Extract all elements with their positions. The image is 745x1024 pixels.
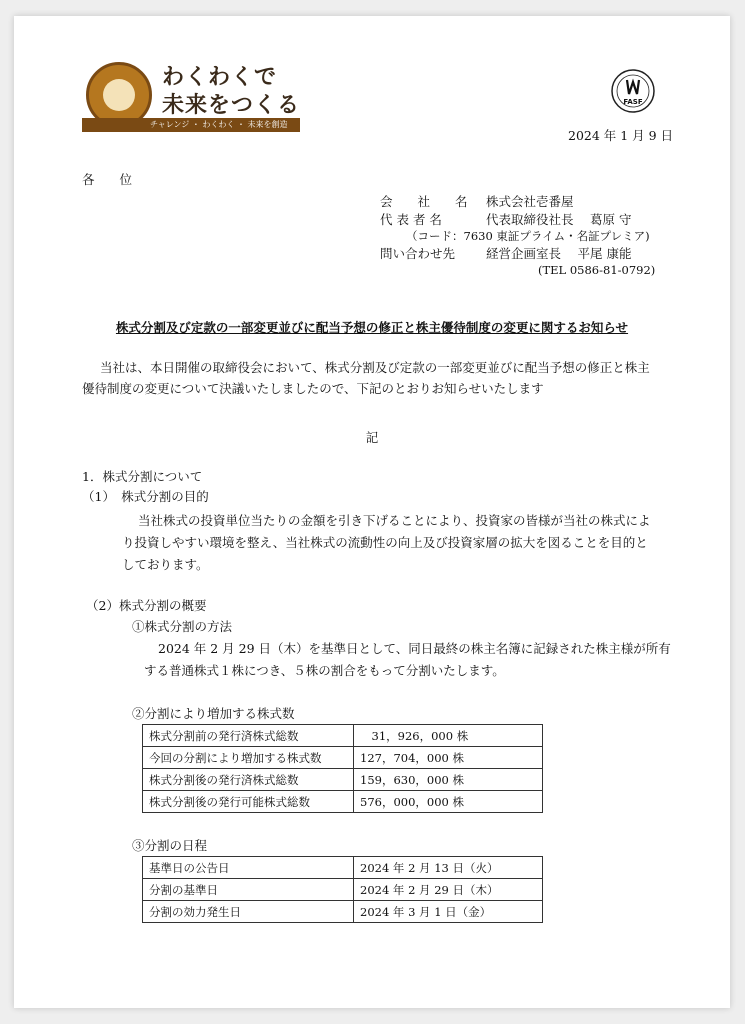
logo-slogan-line2: 未来をつくる bbox=[162, 93, 301, 118]
purpose-line-2: り投資しやすい環境を整え、当社株式の流動性の向上及び投資家層の拡大を図ることを目的と bbox=[122, 535, 648, 550]
fasf-label: FASF bbox=[623, 98, 643, 106]
table-row bbox=[143, 769, 543, 791]
table-cell: 分割の基準日 bbox=[143, 879, 354, 901]
share-increase-table bbox=[142, 724, 543, 813]
share-increase-heading: ②分割により増加する株式数 bbox=[132, 706, 295, 721]
split-schedule-table bbox=[142, 856, 543, 923]
company-name-label: 会 社 名 bbox=[380, 194, 468, 209]
stock-code-line: （コード：7630 東証プライム・名証プレミア) bbox=[406, 229, 650, 243]
purpose-line-3: しております。 bbox=[122, 557, 209, 572]
addressee: 各 位 bbox=[82, 172, 133, 187]
table-row bbox=[143, 901, 543, 923]
table-cell: 2024 年 2 月 13 日（火） bbox=[354, 857, 543, 879]
company-logo bbox=[82, 58, 300, 144]
table-row bbox=[143, 879, 543, 901]
table-row bbox=[143, 857, 543, 879]
table-cell: 127，704，000 株 bbox=[354, 747, 543, 769]
method-line-2: する普通株式１株につき、５株の割合をもって分割いたします。 bbox=[144, 663, 505, 678]
table-row bbox=[143, 725, 543, 747]
document-page bbox=[14, 16, 730, 1008]
logo-tagline: チャレンジ ・ わくわく ・ 未来を創造 bbox=[82, 118, 300, 132]
telephone-line: (TEL 0586-81-0792) bbox=[538, 263, 656, 277]
document-date: 2024 年 1 月 9 日 bbox=[568, 128, 674, 143]
subsection-1-heading: （1） 株式分割の目的 bbox=[82, 489, 209, 504]
subsection-2-heading: （2）株式分割の概要 bbox=[86, 598, 207, 613]
table-cell: 株式分割後の発行可能株式総数 bbox=[143, 791, 354, 813]
split-schedule-heading: ③分割の日程 bbox=[132, 838, 208, 853]
intro-line-2: 優待制度の変更について決議いたしましたので、下記のとおりお知らせいたします bbox=[82, 381, 544, 396]
ki-mark: 記 bbox=[365, 430, 379, 445]
document-title: 株式分割及び定款の一部変更並びに配当予想の修正と株主優待制度の変更に関するお知らせ bbox=[115, 320, 629, 335]
table-row bbox=[143, 791, 543, 813]
logo-slogan-line1: わくわくで bbox=[162, 65, 278, 90]
contact-label: 問い合わせ先 bbox=[380, 246, 456, 261]
split-method-heading: ①株式分割の方法 bbox=[132, 619, 233, 634]
table-cell: 2024 年 3 月 1 日（金） bbox=[354, 901, 543, 923]
purpose-line-1: 当社株式の投資単位当たりの金額を引き下げることにより、投資家の皆様が当社の株式によ bbox=[138, 513, 651, 528]
section-1-heading: 1．株式分割について bbox=[82, 469, 203, 484]
contact-value: 経営企画室長 平尾 康能 bbox=[486, 246, 632, 261]
table-cell: 株式分割後の発行済株式総数 bbox=[143, 769, 354, 791]
fasf-seal-icon bbox=[610, 68, 656, 114]
table-row bbox=[143, 747, 543, 769]
representative-label: 代 表 者 名 bbox=[380, 212, 442, 227]
table-cell: 576，000，000 株 bbox=[354, 791, 543, 813]
method-line-1: 2024 年 2 月 29 日（木）を基準日として、同日最終の株主名簿に記録された株主様が所有 bbox=[158, 641, 671, 656]
table-cell: 159，630，000 株 bbox=[354, 769, 543, 791]
table-cell: 31，926，000 株 bbox=[354, 725, 543, 747]
table-cell: 今回の分割により増加する株式数 bbox=[143, 747, 354, 769]
intro-line-1: 当社は、本日開催の取締役会において、株式分割及び定款の一部変更並びに配当予想の修正と株主 bbox=[100, 360, 650, 375]
representative-value: 代表取締役社長 葛原 守 bbox=[486, 212, 632, 227]
table-cell: 2024 年 2 月 29 日（木） bbox=[354, 879, 543, 901]
table-cell: 分割の効力発生日 bbox=[143, 901, 354, 923]
table-cell: 基準日の公告日 bbox=[143, 857, 354, 879]
company-name-value: 株式会社壱番屋 bbox=[486, 194, 574, 209]
table-cell: 株式分割前の発行済株式総数 bbox=[143, 725, 354, 747]
